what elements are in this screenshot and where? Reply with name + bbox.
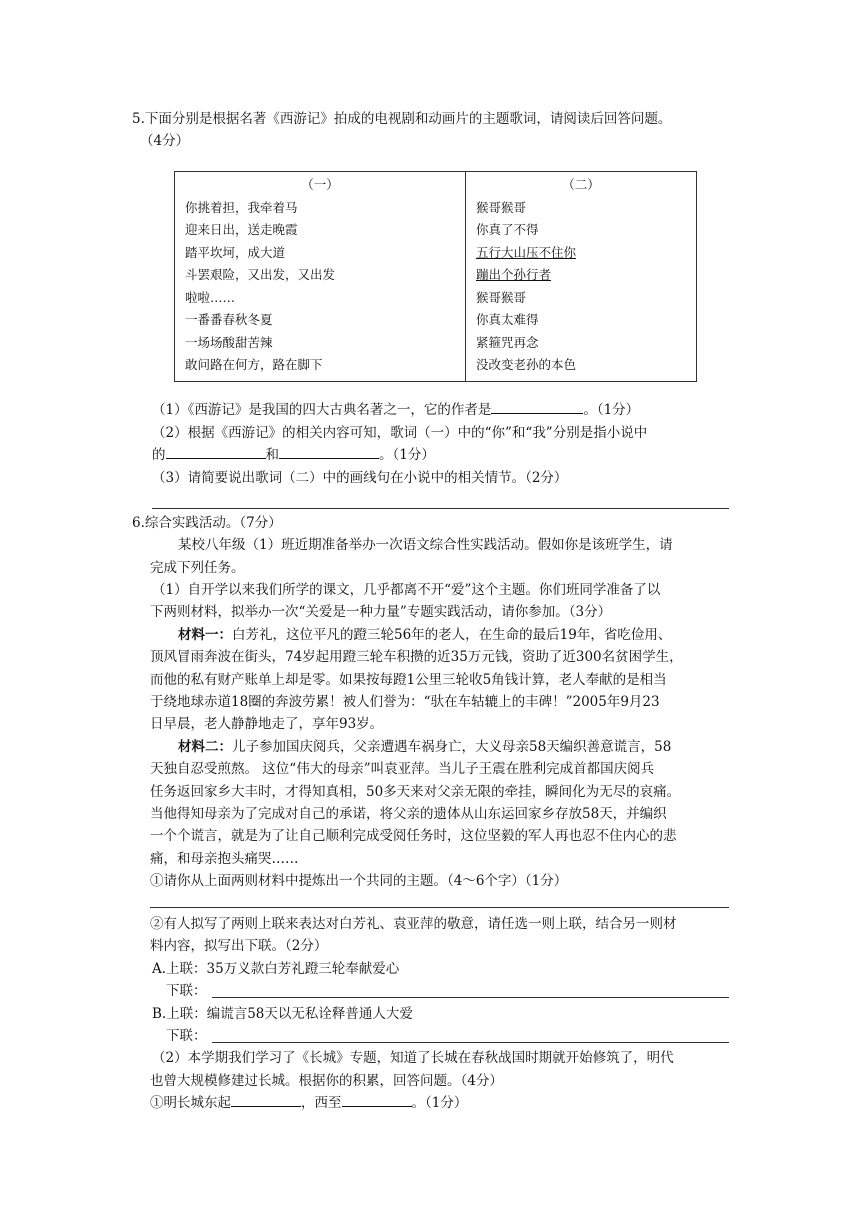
q6-theme-question: ①请你从上面两则材料中提炼出一个共同的主题。（4～6个字）（1分） <box>150 873 568 889</box>
couplet-b: B.上联：编谎言58天以无私诠释普通人大爱 <box>152 1006 413 1022</box>
material2-line4: 当他得知母亲为了完成对自己的承诺，将父亲的遗体从山东运回家乡存放58天，并编织 <box>150 806 667 822</box>
theme-answer-line[interactable] <box>150 907 729 908</box>
author-answer-blank[interactable] <box>491 399 583 414</box>
lyric-line: 你挑着担，我牵着马 <box>185 199 298 215</box>
lyric-line: 一场场酸甜苦辣 <box>185 334 273 350</box>
wall-east-blank[interactable] <box>231 1092 301 1107</box>
material2-label: 材料二： <box>178 739 232 755</box>
q5-sub3: （3）请简要说出歌词（二）中的画线句在小说中的相关情节。（2分） <box>152 470 568 486</box>
lyric-line: 猴哥猴哥 <box>476 199 527 215</box>
q6-task1-line1: （1）自开学以来我们所学的课文，几乎都离不开“爱”这个主题。你们班同学准备了以 <box>152 582 661 598</box>
lyric-line: 迎来日出，送走晚霞 <box>185 222 298 237</box>
couplet-a-answer-line[interactable] <box>212 997 729 998</box>
couplet-a-xialian: 下联： <box>166 983 207 999</box>
material2-line6: 痛，和母亲抱头痛哭…… <box>150 851 299 867</box>
material2-line2: 天独自忍受煎熬。 这位“伟大的母亲”叫袁亚萍。当儿子王震在胜利完成首都国庆阅兵 <box>150 761 655 777</box>
q6-task2-line2: 也曾大规模修建过长城。根据你的积累，回答问题。（4分） <box>150 1073 503 1089</box>
lyrics-column-2-head: （二） <box>562 177 600 192</box>
material2-line3: 任务返回家乡大丰时，才得知真相，50多天来对父亲无限的牵挂，瞬间化为无尽的哀痛。 <box>150 784 681 800</box>
lyric-line: 敢问路在何方，路在脚下 <box>185 357 323 372</box>
lyric-line: 斗罢艰险，又出发，又出发 <box>185 267 336 282</box>
q6-task1-line2: 下两则材料，拟举办一次“关爱是一种力量”专题实践活动，请你参加。（3分） <box>150 604 612 620</box>
material1-line4: 于绕地球赤道18圈的奔波劳累！被人们誉为：“驮在车轱辘上的丰碑！”2005年9月23 <box>150 694 660 710</box>
material1-line2: 顶风冒雨奔波在街头，74岁起用蹬三轮车积攒的近35万元钱，资助了近300名贫困学生， <box>150 649 683 665</box>
lyrics-table <box>174 171 697 382</box>
couplet-b-answer-line[interactable] <box>212 1042 729 1043</box>
answer-line[interactable] <box>152 508 729 509</box>
q5-sub2-line2: 的 和 。（1分） <box>152 444 435 467</box>
lyric-line: 没改变老孙的本色 <box>476 357 577 372</box>
lyric-line: 啦啦…… <box>185 289 236 305</box>
material1-label: 材料一： <box>178 627 232 643</box>
q6-great-wall-question: ①明长城东起 ，西至 。（1分） <box>150 1092 467 1115</box>
q5-stem: 5.下面分别是根据名著《西游记》拍成的电视剧和动画片的主题歌词，请阅读后回答问题。 <box>132 111 672 127</box>
lyric-line: 一番番春秋冬夏 <box>185 312 273 327</box>
material1-line1: 材料一：白芳礼，这位平凡的蹬三轮56年的老人，在生命的最后19年，省吃俭用、 <box>178 627 672 643</box>
lyrics-column-2 <box>466 172 697 382</box>
q6-intro-line2: 完成下列任务。 <box>150 560 245 576</box>
q5-sub2-line1: （2）根据《西游记》的相关内容可知，歌词（一）中的“你”和“我”分别是指小说中 <box>152 425 648 441</box>
q6-task2-line1: （2）本学期我们学习了《长城》专题，知道了长城在春秋战国时期就开始修筑了，明代 <box>152 1050 674 1066</box>
lyric-line-underlined: 五行大山压不住你 <box>476 244 577 260</box>
q5-sub1: （1）《西游记》是我国的四大古典名著之一，它的作者是 。（1分） <box>152 399 639 422</box>
material2-line5: 一个个谎言，就是为了让自己顺利完成受阅任务时，这位坚毅的军人再也忍不住内心的悲 <box>150 828 677 844</box>
q6-couplet-question-line2: 料内容，拟写出下联。（2分） <box>150 938 328 954</box>
material1-line3: 而他的私有财产账单上却是零。如果按每蹬1公里三轮收5角钱计算，老人奉献的是相当 <box>150 672 667 688</box>
couplet-b-xialian: 下联： <box>166 1028 207 1044</box>
lyrics-column-1-head: （一） <box>301 177 339 192</box>
lyric-line-underlined: 蹦出个孙行者 <box>476 267 552 282</box>
lyric-line: 紧箍咒再念 <box>476 334 539 350</box>
material2-line1: 材料二：儿子参加国庆阅兵，父亲遭遇车祸身亡，大义母亲58天编织善意谎言，58 <box>178 739 672 755</box>
wall-west-blank[interactable] <box>342 1092 412 1107</box>
lyric-line: 踏平坎坷，成大道 <box>185 244 286 260</box>
lyric-line: 你真太难得 <box>476 312 539 327</box>
q6-intro-line1: 某校八年级（1）班近期准备举办一次语文综合性实践活动。假如你是该班学生，请 <box>178 537 673 553</box>
you-answer-blank[interactable] <box>166 444 266 459</box>
q5-score: （4分） <box>140 133 190 149</box>
lyric-line: 猴哥猴哥 <box>476 289 527 305</box>
lyrics-column-1 <box>175 172 466 382</box>
me-answer-blank[interactable] <box>279 444 379 459</box>
lyric-line: 你真了不得 <box>476 222 539 237</box>
q6-couplet-question-line1: ②有人拟写了两则上联来表达对白芳礼、袁亚萍的敬意，请任选一则上联，结合另一则材 <box>150 916 677 932</box>
q6-title: 6.综合实践活动。（7分） <box>132 515 282 531</box>
couplet-a: A.上联：35万义款白芳礼蹬三轮奉献爱心 <box>152 961 400 977</box>
material1-line5: 日早晨，老人静静地走了，享年93岁。 <box>150 716 384 732</box>
